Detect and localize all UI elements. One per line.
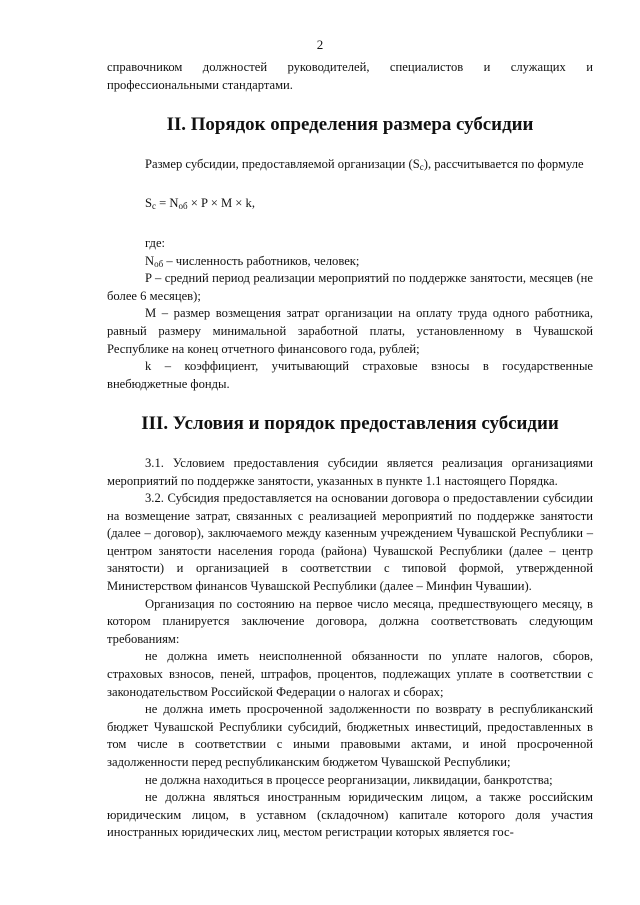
requirements-intro: Организация по состоянию на первое число месяца, предшествующего месяцу, в котором планируется заключение договора, должна соответствовать следующим требованиям: <box>107 596 593 646</box>
clause-3-1: 3.1. Условием предоставления субсидии является реализация организациями мероприятий по поддержке занятости, указанных в пункте 1.1 настоящего Порядка. <box>107 455 593 488</box>
intro-paragraph-tail: справочником должностей руководителей, специалистов и служащих и профессиональными стандартами. <box>107 60 593 92</box>
definition-p: P – средний период реализации мероприятий по поддержке занятости, месяцев (не более 6 месяцев); <box>107 271 593 303</box>
definition-m: M – размер возмещения затрат организации на оплату труда одного работника, равный размеру минимальной заработной платы, установленному в Чувашской Республике на конец отчетного финансового года, рублей; <box>107 306 593 356</box>
definition-n: $N_{об}$ – численность работников, человек; <box>145 253 360 269</box>
section-3-heading: III. Условия и порядок предоставления субсидии <box>141 413 559 435</box>
subsidy-size-paragraph: Размер субсидии, предоставляемой организации $(S_c)$, рассчитывается по формуле <box>145 156 584 172</box>
subsidy-formula: $S_c = N_{об} \times P \times M \times k$, <box>145 196 255 212</box>
document-body <box>107 59 593 842</box>
where-label: где: <box>145 235 166 250</box>
requirement-taxes: не должна иметь неисполненной обязанности по уплате налогов, сборов, страховых взносов, пеней, штрафов, процентов, подлежащих уплате в соответствии с законодательством Российской Федерации о налогах и сборах; <box>107 649 593 699</box>
definition-k: k – коэффициент, учитывающий страховые взносы в государственные внебюджетные фонды. <box>107 359 593 391</box>
clause-3-2: 3.2. Субсидия предоставляется на основании договора о предоставлении субсидии на возмещение затрат, связанных с реализацией мероприятий по поддержке занятости (далее – договор), заключаемого между казенным учреждением Чувашской Республики – центром занятости населения города (района) Чувашской Республики (далее – центр занятости) и организацией в соответствии с типовой формой, утвержденной Министерством финансов Чувашской Республики (далее – Минфин Чувашии). <box>107 491 593 594</box>
requirement-reorganization: не должна находиться в процессе реорганизации, ликвидации, банкротства; <box>145 772 553 787</box>
requirement-debt: не должна иметь просроченной задолженности по возврату в республиканский бюджет Чувашской Республики субсидий, бюджетных инвестиций, предоставленных в том числе в соответствии с иными правовыми актами, и иной просроченной задолженности перед республиканским бюджетом Чувашской Республики; <box>107 702 593 769</box>
section-2-heading: II. Порядок определения размера субсидии <box>166 114 534 136</box>
page-number: 2 <box>316 37 324 52</box>
requirement-foreign-entity: не должна являться иностранным юридическим лицом, а также российским юридическим лицом, в уставном (складочном) капитале которого доля участия иностранных юридических лиц, местом регистрации которых является гос- <box>107 790 593 840</box>
